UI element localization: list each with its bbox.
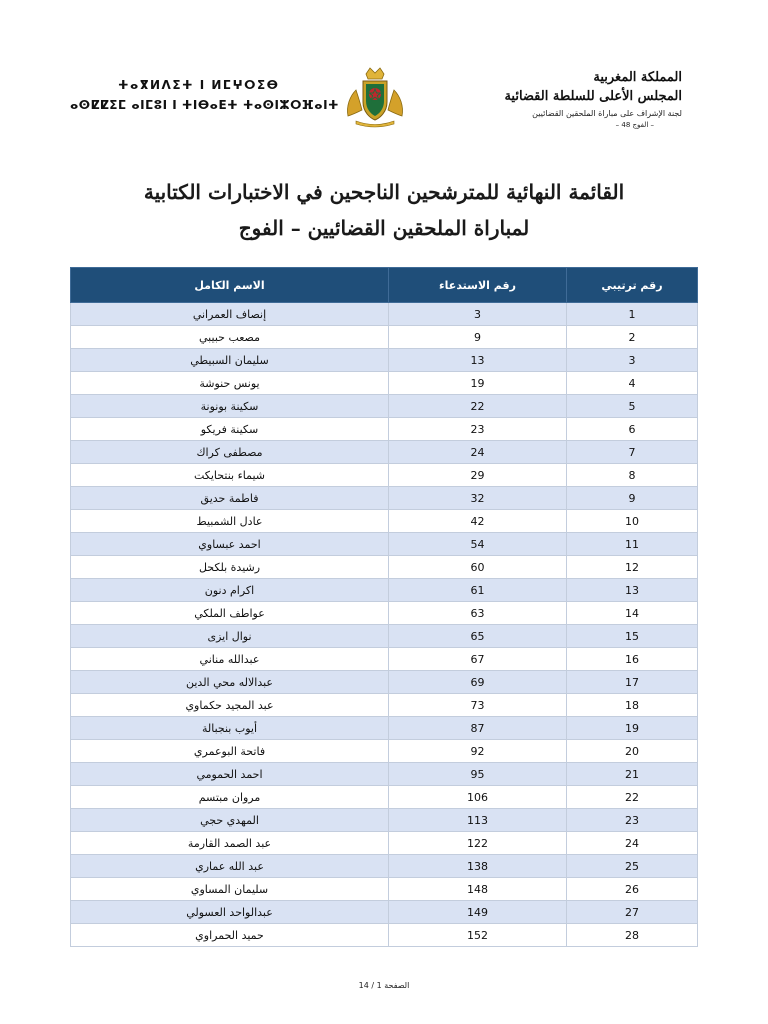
cell-rank: 6 (567, 418, 698, 441)
header-rank: رقم ترتيبي (567, 268, 698, 303)
cell-full-name: مصطفى كراك (71, 441, 389, 464)
cell-summons-number: 60 (389, 556, 567, 579)
cell-rank: 9 (567, 487, 698, 510)
table-row (71, 418, 698, 441)
cell-rank: 20 (567, 740, 698, 763)
table-row (71, 855, 698, 878)
table-row (71, 303, 698, 326)
cell-rank: 11 (567, 533, 698, 556)
kingdom-name-arabic: المملكة المغربية (593, 70, 682, 85)
cell-full-name: سكينة بونونة (71, 395, 389, 418)
cell-summons-number: 19 (389, 372, 567, 395)
cell-full-name: عبدالواحد العسولي (71, 901, 389, 924)
document-title-line1: القائمة النهائية للمترشحين الناجحين في الاختبارات الكتابية (143, 180, 625, 204)
cell-summons-number: 67 (389, 648, 567, 671)
cell-summons-number: 61 (389, 579, 567, 602)
cell-full-name: عبد الله عماري (71, 855, 389, 878)
cell-full-name: فاتحة البوعمري (71, 740, 389, 763)
council-name-arabic: المجلس الأعلى للسلطة القضائية (504, 89, 682, 104)
cell-full-name: احمد عبساوي (71, 533, 389, 556)
cell-summons-number: 23 (389, 418, 567, 441)
cell-summons-number: 92 (389, 740, 567, 763)
cell-full-name: عادل الشمبيط (71, 510, 389, 533)
table-body (71, 303, 698, 947)
table-row (71, 533, 698, 556)
cell-rank: 16 (567, 648, 698, 671)
cell-rank: 17 (567, 671, 698, 694)
cohort-label: – الفوج 48 – (615, 121, 654, 129)
cell-rank: 2 (567, 326, 698, 349)
table-row (71, 740, 698, 763)
cell-full-name: فاطمة حديق (71, 487, 389, 510)
cell-summons-number: 22 (389, 395, 567, 418)
table-row (71, 832, 698, 855)
cell-rank: 19 (567, 717, 698, 740)
cell-rank: 15 (567, 625, 698, 648)
table-row (71, 464, 698, 487)
cell-summons-number: 106 (389, 786, 567, 809)
cell-rank: 10 (567, 510, 698, 533)
cell-full-name: مروان مبتسم (71, 786, 389, 809)
table-row (71, 763, 698, 786)
cell-rank: 18 (567, 694, 698, 717)
table-row (71, 694, 698, 717)
letterhead-arabic (504, 68, 682, 131)
cell-full-name: سليمان المساوي (71, 878, 389, 901)
kingdom-name-tifinagh: ⵜⴰⴳⵍⴷⵉⵜ ⵏ ⵍⵎⵖⵔⵉⴱ (118, 78, 280, 92)
letterhead (70, 60, 682, 142)
cell-summons-number: 3 (389, 303, 567, 326)
committee-name: لجنة الإشراف على مباراة الملحقين القضائيين (532, 109, 682, 118)
table-row (71, 579, 698, 602)
table-row (71, 878, 698, 901)
cell-rank: 27 (567, 901, 698, 924)
table-row (71, 671, 698, 694)
table-row (71, 372, 698, 395)
cell-full-name: احمد الحمومي (71, 763, 389, 786)
cell-summons-number: 69 (389, 671, 567, 694)
cell-summons-number: 149 (389, 901, 567, 924)
cell-full-name: عبدالله مناني (71, 648, 389, 671)
cell-summons-number: 113 (389, 809, 567, 832)
council-name-tifinagh: ⴰⵙⵇⵇⵉⵎ ⴰⵏⵎⵓⵏ ⵏ ⵜⵏⴱⴰⴹⵜ ⵜⴰⵙⵏⵣⵔⴼⴰⵏⵜ (70, 98, 340, 112)
table-row (71, 648, 698, 671)
header-summons-number: رقم الاستدعاء (389, 268, 567, 303)
table-row (71, 602, 698, 625)
cell-full-name: اكرام دنون (71, 579, 389, 602)
cell-summons-number: 148 (389, 878, 567, 901)
page-number: الصفحة 1 / 14 (358, 981, 410, 990)
cell-rank: 3 (567, 349, 698, 372)
cell-rank: 21 (567, 763, 698, 786)
table-row (71, 924, 698, 947)
cell-rank: 14 (567, 602, 698, 625)
header-full-name: الاسم الكامل (71, 268, 389, 303)
cell-summons-number: 54 (389, 533, 567, 556)
table-row (71, 786, 698, 809)
table-row (71, 901, 698, 924)
cell-rank: 23 (567, 809, 698, 832)
cell-rank: 7 (567, 441, 698, 464)
cell-summons-number: 152 (389, 924, 567, 947)
cell-rank: 12 (567, 556, 698, 579)
cell-full-name: نوال ايزى (71, 625, 389, 648)
cell-summons-number: 65 (389, 625, 567, 648)
coat-of-arms-icon (342, 66, 408, 128)
cell-rank: 25 (567, 855, 698, 878)
cell-rank: 26 (567, 878, 698, 901)
cell-rank: 13 (567, 579, 698, 602)
cell-summons-number: 138 (389, 855, 567, 878)
cell-full-name: رشيدة بلكحل (71, 556, 389, 579)
cell-summons-number: 9 (389, 326, 567, 349)
cell-full-name: عبد الصمد القارمة (71, 832, 389, 855)
cell-full-name: إنصاف العمراني (71, 303, 389, 326)
cell-full-name: عبد المجيد حكماوي (71, 694, 389, 717)
cell-rank: 24 (567, 832, 698, 855)
table-row (71, 326, 698, 349)
cell-summons-number: 87 (389, 717, 567, 740)
table-row (71, 349, 698, 372)
document-title-line2: لمباراة الملحقين القضائيين – الفوج (238, 216, 530, 240)
cell-summons-number: 13 (389, 349, 567, 372)
cell-summons-number: 63 (389, 602, 567, 625)
cell-rank: 22 (567, 786, 698, 809)
cell-rank: 5 (567, 395, 698, 418)
cell-rank: 8 (567, 464, 698, 487)
table-row (71, 809, 698, 832)
cell-full-name: أيوب بنجبالة (71, 717, 389, 740)
cell-summons-number: 32 (389, 487, 567, 510)
cell-summons-number: 73 (389, 694, 567, 717)
cell-rank: 1 (567, 303, 698, 326)
cell-summons-number: 122 (389, 832, 567, 855)
cell-full-name: سكينة فريكو (71, 418, 389, 441)
cell-full-name: مصعب حبيبي (71, 326, 389, 349)
table-row (71, 395, 698, 418)
cell-summons-number: 29 (389, 464, 567, 487)
cell-full-name: يونس حنوشة (71, 372, 389, 395)
cell-full-name: سليمان السبيطي (71, 349, 389, 372)
cell-full-name: شيماء بنتحايكت (71, 464, 389, 487)
cell-full-name: حميد الحمراوي (71, 924, 389, 947)
cell-full-name: عبدالاله محي الدين (71, 671, 389, 694)
results-table (70, 267, 698, 947)
cell-summons-number: 42 (389, 510, 567, 533)
table-row (71, 717, 698, 740)
letterhead-tifinagh (70, 75, 339, 115)
table-row (71, 556, 698, 579)
table-row (71, 625, 698, 648)
table-row (71, 441, 698, 464)
table-header-row (71, 268, 698, 303)
cell-summons-number: 24 (389, 441, 567, 464)
cell-full-name: عواطف الملكي (71, 602, 389, 625)
cell-full-name: المهدي حجي (71, 809, 389, 832)
cell-rank: 28 (567, 924, 698, 947)
cell-rank: 4 (567, 372, 698, 395)
table-row (71, 487, 698, 510)
cell-summons-number: 95 (389, 763, 567, 786)
table-row (71, 510, 698, 533)
